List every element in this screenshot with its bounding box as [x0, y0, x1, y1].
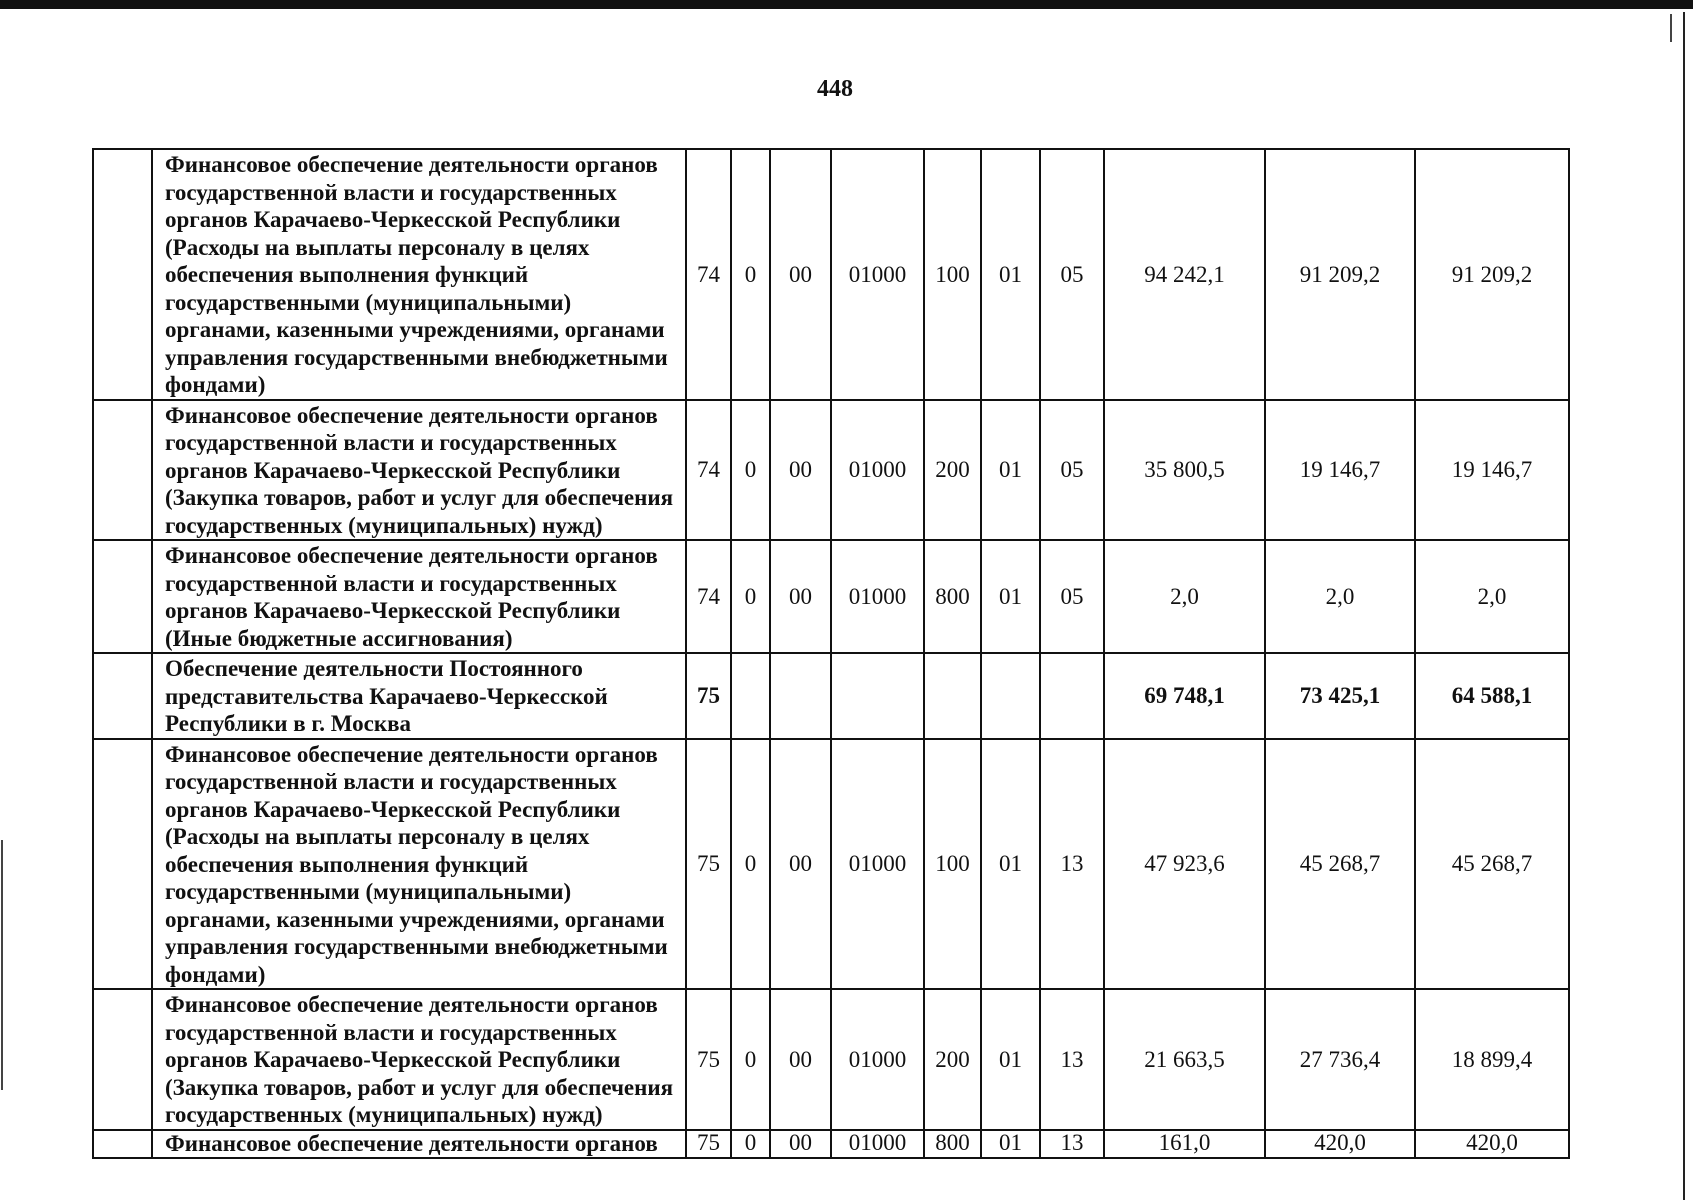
amount-cell: 161,0 — [1104, 1130, 1265, 1158]
code-cell: 75 — [686, 653, 731, 739]
budget-table — [92, 148, 1570, 1159]
amount-cell: 420,0 — [1265, 1130, 1415, 1158]
code-cell: 01000 — [831, 540, 924, 653]
amount-cell: 91 209,2 — [1415, 149, 1569, 400]
amount-cell: 35 800,5 — [1104, 400, 1265, 541]
code-cell: 01000 — [831, 400, 924, 541]
amount-cell: 91 209,2 — [1265, 149, 1415, 400]
code-cell: 05 — [1040, 149, 1104, 400]
code-cell: 01000 — [831, 149, 924, 400]
amount-cell: 47 923,6 — [1104, 739, 1265, 990]
code-cell — [731, 653, 770, 739]
code-cell: 00 — [770, 739, 831, 990]
code-cell: 05 — [1040, 540, 1104, 653]
code-cell: 75 — [686, 1130, 731, 1158]
scan-right-edge — [1683, 12, 1685, 1200]
code-cell: 00 — [770, 400, 831, 541]
amount-cell: 69 748,1 — [1104, 653, 1265, 739]
code-cell: 75 — [686, 739, 731, 990]
scan-left-edge — [1, 840, 3, 1090]
code-cell — [770, 653, 831, 739]
amount-cell: 73 425,1 — [1265, 653, 1415, 739]
code-cell — [981, 653, 1040, 739]
code-cell — [924, 653, 981, 739]
table-row — [93, 739, 1569, 990]
code-cell: 74 — [686, 400, 731, 541]
section-title-cell: Обеспечение деятельности Постоянного представительства Карачаево-Черкесской Республики в г. Москва — [152, 653, 686, 739]
code-cell: 01 — [981, 1130, 1040, 1158]
code-cell: 100 — [924, 739, 981, 990]
code-cell: 0 — [731, 739, 770, 990]
scan-top-border — [0, 0, 1693, 9]
index-cell — [93, 989, 152, 1130]
code-cell: 0 — [731, 540, 770, 653]
amount-cell: 94 242,1 — [1104, 149, 1265, 400]
amount-cell: 18 899,4 — [1415, 989, 1569, 1130]
index-cell — [93, 149, 152, 400]
code-cell — [831, 653, 924, 739]
code-cell: 00 — [770, 989, 831, 1130]
description-cell: Финансовое обеспечение деятельности органов государственной власти и государственных органов Карачаево-Черкесской Республики (Иные бюджетные ассигнования) — [152, 540, 686, 653]
page-number: 448 — [817, 76, 853, 102]
code-cell: 200 — [924, 400, 981, 541]
table-row — [93, 400, 1569, 541]
code-cell: 01000 — [831, 989, 924, 1130]
code-cell: 0 — [731, 149, 770, 400]
amount-cell: 27 736,4 — [1265, 989, 1415, 1130]
index-cell — [93, 1130, 152, 1158]
amount-cell: 19 146,7 — [1265, 400, 1415, 541]
description-cell: Финансовое обеспечение деятельности органов государственной власти и государственных органов Карачаево-Черкесской Республики (Закупка товаров, работ и услуг для обеспечения государственных (муниципальных) нужд) — [152, 400, 686, 541]
code-cell: 00 — [770, 149, 831, 400]
code-cell: 13 — [1040, 739, 1104, 990]
code-cell: 800 — [924, 540, 981, 653]
amount-cell: 21 663,5 — [1104, 989, 1265, 1130]
code-cell: 01 — [981, 989, 1040, 1130]
amount-cell: 45 268,7 — [1265, 739, 1415, 990]
amount-cell: 45 268,7 — [1415, 739, 1569, 990]
code-cell: 200 — [924, 989, 981, 1130]
index-cell — [93, 400, 152, 541]
code-cell: 0 — [731, 989, 770, 1130]
description-cell: Финансовое обеспечение деятельности органов государственной власти и государственных органов Карачаево-Черкесской Республики (Расходы на выплаты персоналу в целях обеспечения выполнения функций государственными (муниципальными) органами, казенными учреждениями, органами управления государственными внебюджетными фондами) — [152, 149, 686, 400]
amount-cell: 2,0 — [1265, 540, 1415, 653]
scan-right-mark — [1670, 14, 1672, 42]
code-cell: 0 — [731, 1130, 770, 1158]
code-cell: 75 — [686, 989, 731, 1130]
code-cell: 74 — [686, 149, 731, 400]
index-cell — [93, 739, 152, 990]
code-cell: 800 — [924, 1130, 981, 1158]
amount-cell: 420,0 — [1415, 1130, 1569, 1158]
code-cell: 00 — [770, 540, 831, 653]
code-cell — [1040, 653, 1104, 739]
code-cell: 13 — [1040, 1130, 1104, 1158]
amount-cell: 19 146,7 — [1415, 400, 1569, 541]
description-cell: Финансовое обеспечение деятельности органов государственной власти и государственных органов Карачаево-Черкесской Республики (Закупка товаров, работ и услуг для обеспечения государственных (муниципальных) нужд) — [152, 989, 686, 1130]
code-cell: 01000 — [831, 1130, 924, 1158]
code-cell: 74 — [686, 540, 731, 653]
table-row — [93, 989, 1569, 1130]
table-row-section — [93, 653, 1569, 739]
amount-cell: 64 588,1 — [1415, 653, 1569, 739]
table-row — [93, 1130, 1569, 1158]
code-cell: 01 — [981, 540, 1040, 653]
index-cell — [93, 653, 152, 739]
description-cell: Финансовое обеспечение деятельности органов государственной власти и государственных органов Карачаево-Черкесской Республики (Расходы на выплаты персоналу в целях обеспечения выполнения функций государственными (муниципальными) органами, казенными учреждениями, органами управления государственными внебюджетными фондами) — [152, 739, 686, 990]
code-cell: 13 — [1040, 989, 1104, 1130]
amount-cell: 2,0 — [1104, 540, 1265, 653]
code-cell: 0 — [731, 400, 770, 541]
index-cell — [93, 540, 152, 653]
table-row — [93, 540, 1569, 653]
amount-cell: 2,0 — [1415, 540, 1569, 653]
table-row — [93, 149, 1569, 400]
code-cell: 01 — [981, 400, 1040, 541]
code-cell: 100 — [924, 149, 981, 400]
code-cell: 05 — [1040, 400, 1104, 541]
code-cell: 01000 — [831, 739, 924, 990]
code-cell: 01 — [981, 149, 1040, 400]
code-cell: 01 — [981, 739, 1040, 990]
description-cell: Финансовое обеспечение деятельности органов — [152, 1130, 686, 1158]
code-cell: 00 — [770, 1130, 831, 1158]
